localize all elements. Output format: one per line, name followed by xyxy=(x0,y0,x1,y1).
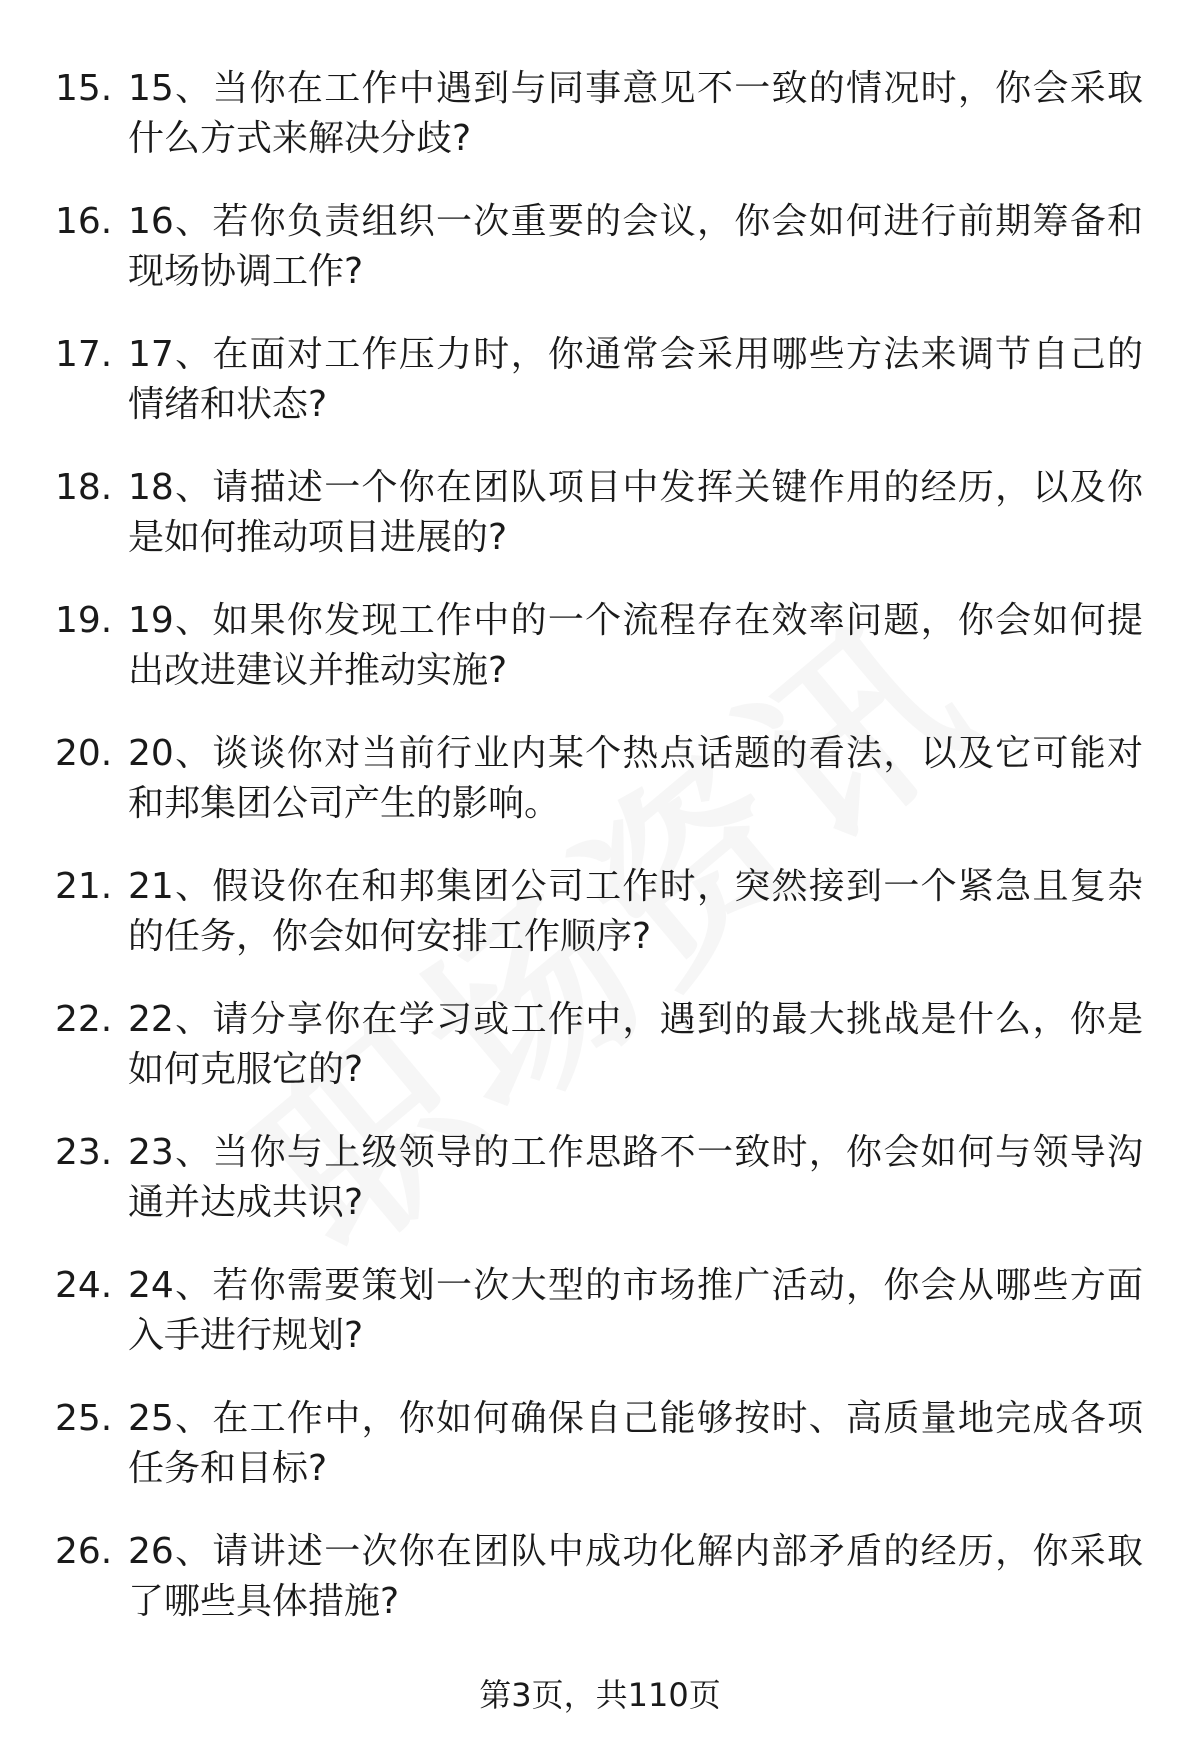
question-number: 20. xyxy=(55,733,113,774)
question-text: 22、请分享你在学习或工作中，遇到的最大挑战是什么，你是如何克服它的? xyxy=(128,999,1143,1090)
question-number: 18. xyxy=(55,467,113,508)
page-footer xyxy=(0,1670,1200,1720)
question-text: 26、请讲述一次你在团队中成功化解内部矛盾的经历，你采取了哪些具体措施? xyxy=(128,1531,1143,1622)
question-number: 22. xyxy=(55,999,113,1040)
question-number: 26. xyxy=(55,1531,113,1572)
question-item xyxy=(0,1251,1200,1384)
question-item xyxy=(0,1517,1200,1650)
question-text: 17、在面对工作压力时，你通常会采用哪些方法来调节自己的情绪和状态? xyxy=(128,334,1143,425)
question-item xyxy=(0,320,1200,453)
page-number-label: 第3页，共110页 xyxy=(479,1676,721,1714)
question-item xyxy=(0,719,1200,852)
question-item xyxy=(0,453,1200,586)
question-number: 25. xyxy=(55,1398,113,1439)
question-text: 20、谈谈你对当前行业内某个热点话题的看法，以及它可能对和邦集团公司产生的影响。 xyxy=(128,733,1143,824)
question-item xyxy=(0,852,1200,985)
question-list xyxy=(0,54,1200,1650)
question-text: 16、若你负责组织一次重要的会议，你会如何进行前期筹备和现场协调工作? xyxy=(128,201,1143,292)
question-item xyxy=(0,1384,1200,1517)
question-text: 19、如果你发现工作中的一个流程存在效率问题，你会如何提出改进建议并推动实施? xyxy=(128,600,1143,691)
question-text: 18、请描述一个你在团队项目中发挥关键作用的经历，以及你是如何推动项目进展的? xyxy=(128,467,1143,558)
question-number: 24. xyxy=(55,1265,113,1306)
question-text: 24、若你需要策划一次大型的市场推广活动，你会从哪些方面入手进行规划? xyxy=(128,1265,1143,1356)
question-item xyxy=(0,54,1200,187)
question-text: 25、在工作中，你如何确保自己能够按时、高质量地完成各项任务和目标? xyxy=(128,1398,1143,1489)
question-item xyxy=(0,1118,1200,1251)
question-number: 23. xyxy=(55,1132,113,1173)
question-number: 19. xyxy=(55,600,113,641)
question-number: 17. xyxy=(55,334,113,375)
question-number: 21. xyxy=(55,866,113,907)
question-number: 16. xyxy=(55,201,113,242)
question-number: 15. xyxy=(55,68,113,109)
question-item xyxy=(0,586,1200,719)
question-item xyxy=(0,187,1200,320)
question-text: 23、当你与上级领导的工作思路不一致时，你会如何与领导沟通并达成共识? xyxy=(128,1132,1143,1223)
question-text: 21、假设你在和邦集团公司工作时，突然接到一个紧急且复杂的任务，你会如何安排工作顺序? xyxy=(128,866,1143,957)
question-text: 15、当你在工作中遇到与同事意见不一致的情况时，你会采取什么方式来解决分歧? xyxy=(128,68,1143,159)
question-item xyxy=(0,985,1200,1118)
